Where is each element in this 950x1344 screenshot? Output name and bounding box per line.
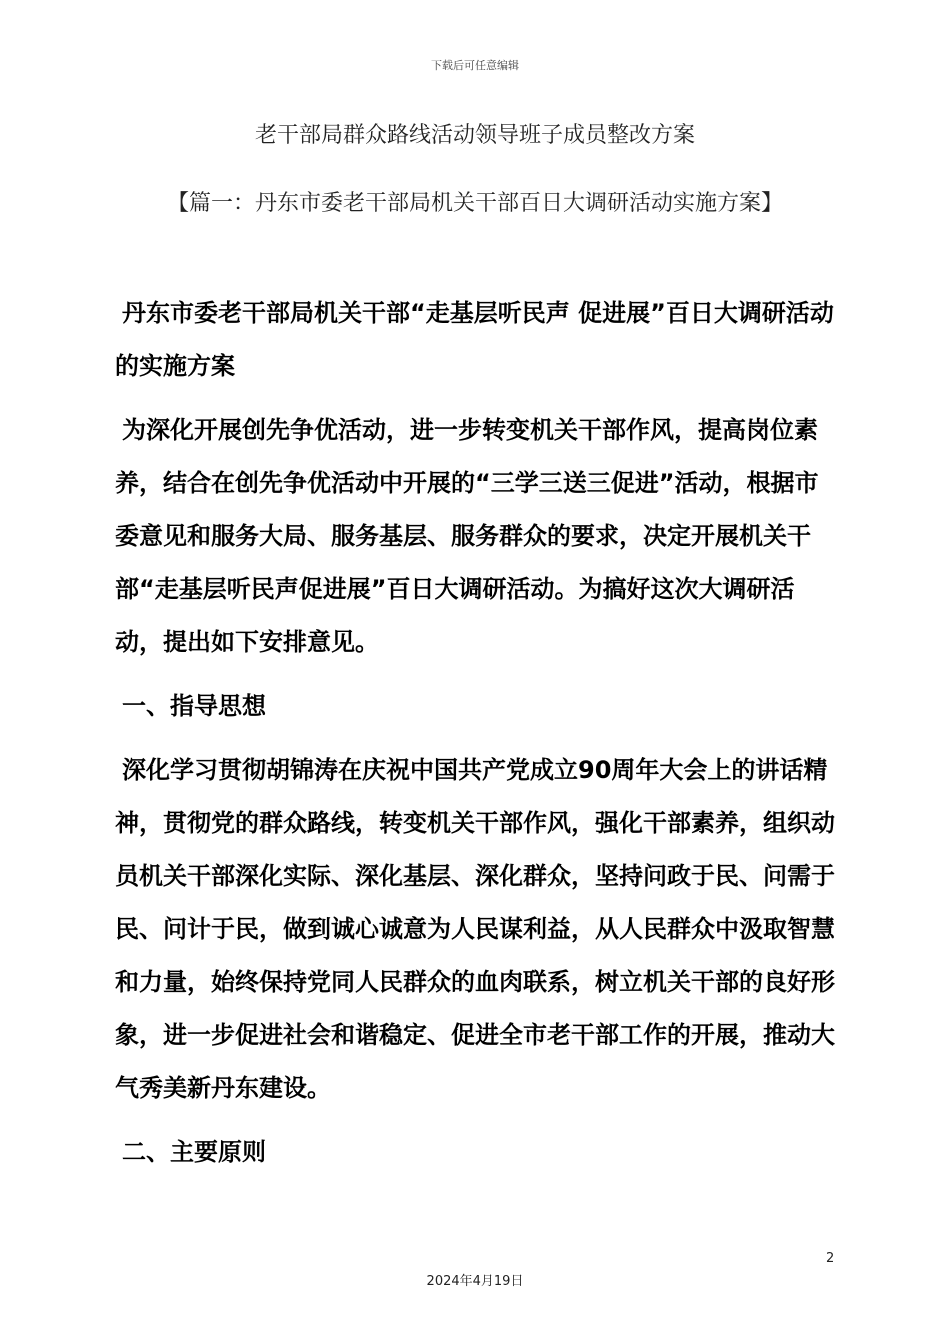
section-heading: 丹东市委老干部局机关干部“走基层听民声 促进展”百日大调研活动的实施方案	[115, 299, 834, 380]
document-title: 老干部局群众路线活动领导班子成员整改方案	[254, 123, 695, 148]
document-subtitle: 【篇一：丹东市委老干部局机关干部百日大调研活动实施方案】	[166, 191, 783, 216]
section-2-title: 二、主要原则	[122, 1138, 266, 1166]
section-1-text: 深化学习贯彻胡锦涛在庆祝中国共产党成立90周年大会上的讲话精神，贯彻党的群众路线，转变机关干部作风，强化干部素养，组织动员机关干部深化实际、深化基层、深化群众，坚持问政于民、问需于民、问计于民，做到诚心诚意为人民谋利益，从人民群众中汲取智慧和力量，始终保持党同人民群众的血肉联系，树立机关干部的良好形象，进一步促进社会和谐稳定、促进全市老干部工作的开展，推动大气秀美新丹东建设。	[115, 756, 835, 1102]
header-note: 下载后可任意编辑	[431, 59, 519, 72]
footer-date: 2024年4月19日	[426, 1274, 524, 1289]
page-number: 2	[826, 1251, 835, 1266]
intro-paragraph: 为深化开展创先争优活动，进一步转变机关干部作风，提高岗位素养，结合在创先争优活动中开展的“三学三送三促进”活动，根据市委意见和服务大局、服务基层、服务群众的要求，决定开展机关干部“走基层听民声促进展”百日大调研活动。为搞好这次大调研活动，提出如下安排意见。	[115, 416, 819, 656]
document-body	[115, 287, 839, 1179]
section-1-title: 一、指导思想	[122, 692, 266, 720]
